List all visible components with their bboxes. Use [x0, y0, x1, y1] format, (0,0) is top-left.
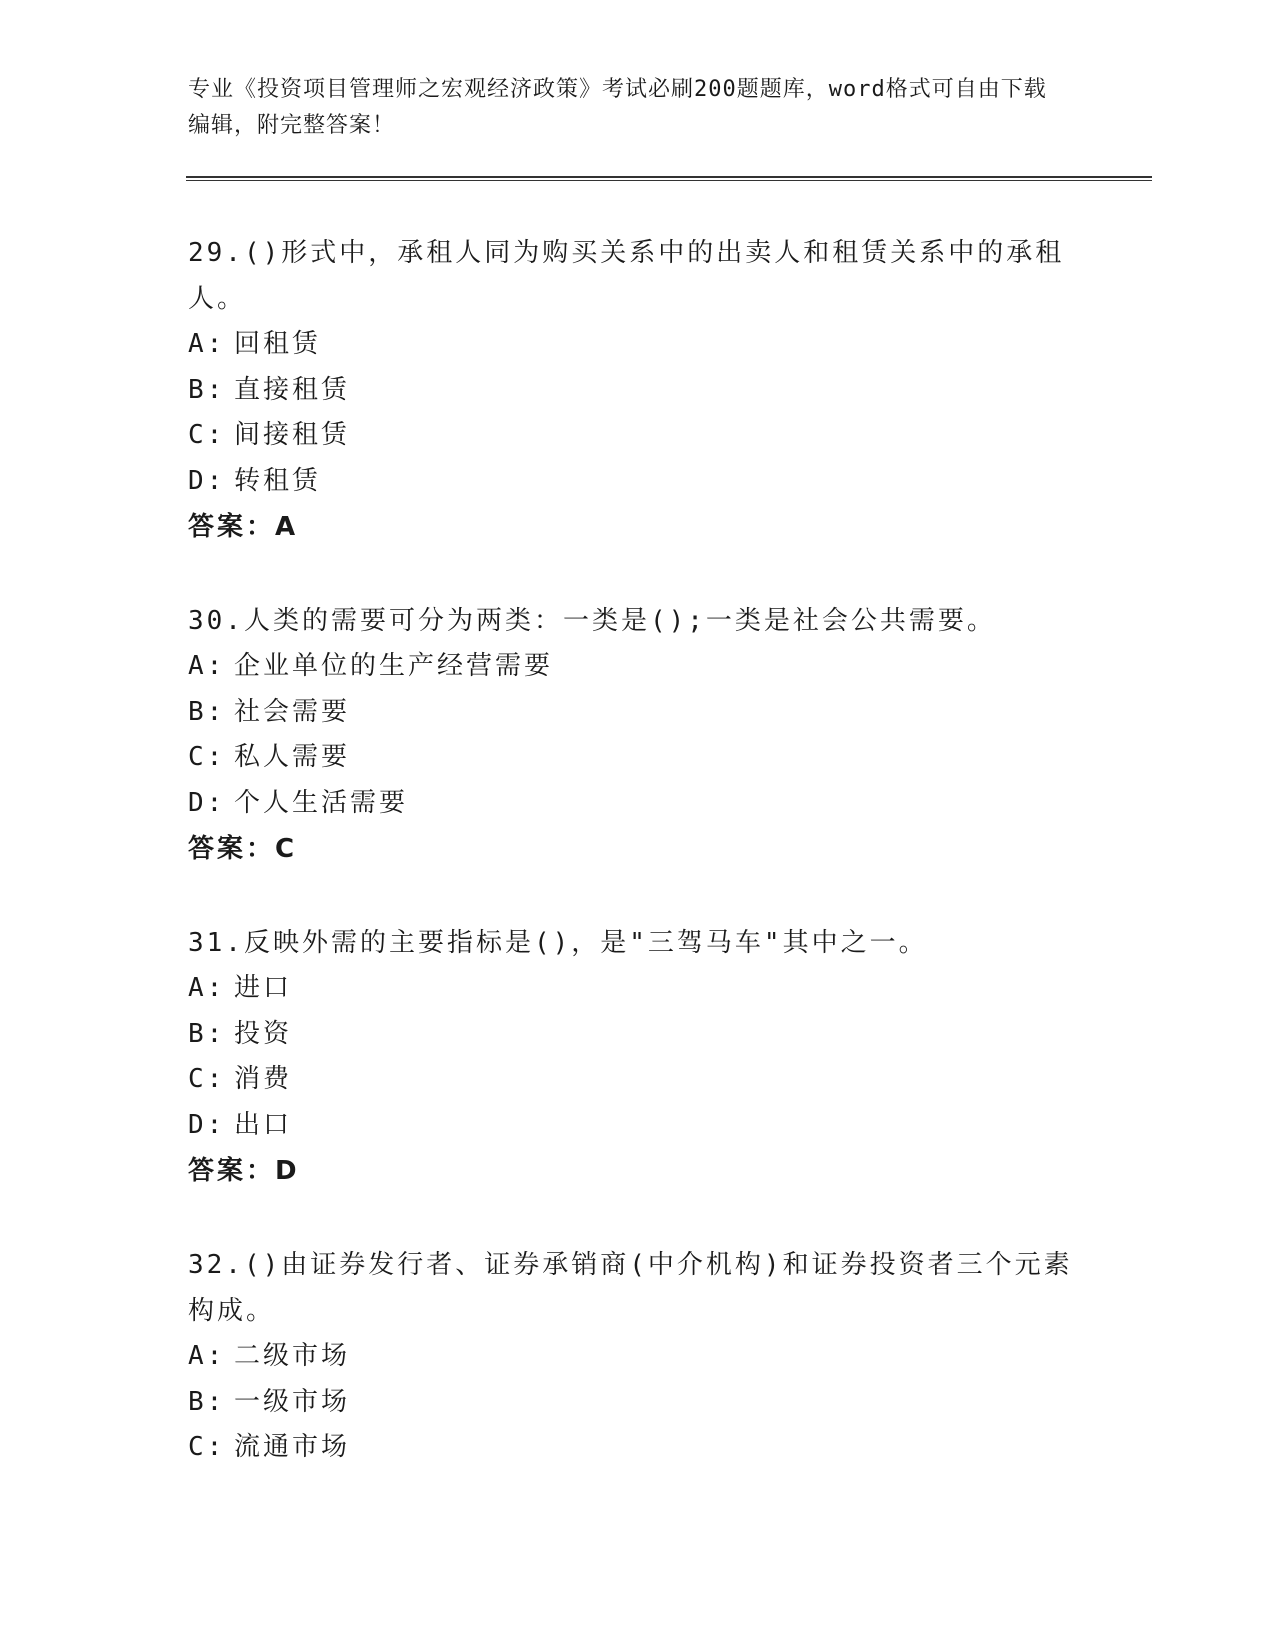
option-key: C: — [188, 1432, 226, 1462]
option-key: D: — [188, 787, 226, 818]
option-c — [188, 735, 1088, 781]
question-32 — [188, 1242, 1088, 1471]
question-list — [188, 230, 1088, 1519]
option-a — [188, 966, 1088, 1012]
question-stem: 32.()由证券发行者、证券承销商(中介机构)和证券投资者三个元素构成。 — [188, 1250, 1073, 1326]
option-text: 私人需要 — [234, 742, 351, 772]
option-a — [188, 644, 1088, 690]
option-key: B: — [188, 696, 226, 727]
option-text: 进口 — [234, 973, 293, 1003]
option-text: 消费 — [234, 1064, 293, 1094]
option-b — [188, 368, 1088, 414]
option-a — [188, 322, 1088, 368]
option-key: A: — [188, 973, 226, 1003]
option-b — [188, 1012, 1088, 1058]
option-text: 社会需要 — [234, 696, 351, 727]
page-header: 专业《投资项目管理师之宏观经济政策》考试必刷200题题库，word格式可自由下载编辑，附完整答案！ — [188, 77, 1047, 138]
option-text: 二级市场 — [234, 1341, 351, 1371]
answer-line: 答案：D — [188, 1156, 300, 1186]
option-c — [188, 1057, 1088, 1103]
option-key: C: — [188, 1064, 226, 1094]
option-a — [188, 1334, 1088, 1380]
question-29 — [188, 230, 1088, 550]
question-30 — [188, 598, 1088, 872]
question-31 — [188, 920, 1088, 1194]
option-text: 投资 — [234, 1018, 293, 1049]
option-d — [188, 1103, 1088, 1149]
option-key: D: — [188, 465, 226, 496]
question-stem: 29.()形式中，承租人同为购买关系中的出卖人和租赁关系中的承租人。 — [188, 238, 1065, 314]
option-key: B: — [188, 374, 226, 405]
option-key: A: — [188, 651, 226, 681]
option-key: C: — [188, 420, 226, 450]
option-c — [188, 1425, 1088, 1471]
option-key: A: — [188, 1341, 226, 1371]
option-text: 直接租赁 — [234, 374, 351, 405]
option-b — [188, 1380, 1088, 1426]
answer-line: 答案：C — [188, 834, 298, 864]
question-stem: 30.人类的需要可分为两类：一类是();一类是社会公共需要。 — [188, 606, 996, 636]
answer-line: 答案：A — [188, 512, 299, 542]
option-key: B: — [188, 1386, 226, 1417]
header-divider — [186, 176, 1152, 181]
option-text: 流通市场 — [234, 1432, 351, 1462]
option-text: 个人生活需要 — [234, 787, 409, 818]
option-d — [188, 459, 1088, 505]
option-c — [188, 413, 1088, 459]
option-key: D: — [188, 1109, 226, 1140]
question-stem: 31.反映外需的主要指标是()，是"三驾马车"其中之一。 — [188, 928, 928, 958]
option-key: A: — [188, 329, 226, 359]
option-text: 一级市场 — [234, 1386, 351, 1417]
option-text: 企业单位的生产经营需要 — [234, 651, 554, 681]
option-d — [188, 781, 1088, 827]
option-b — [188, 690, 1088, 736]
option-text: 回租赁 — [234, 329, 322, 359]
option-key: B: — [188, 1018, 226, 1049]
option-text: 出口 — [234, 1109, 293, 1140]
option-key: C: — [188, 742, 226, 772]
option-text: 转租赁 — [234, 465, 322, 496]
option-text: 间接租赁 — [234, 420, 351, 450]
